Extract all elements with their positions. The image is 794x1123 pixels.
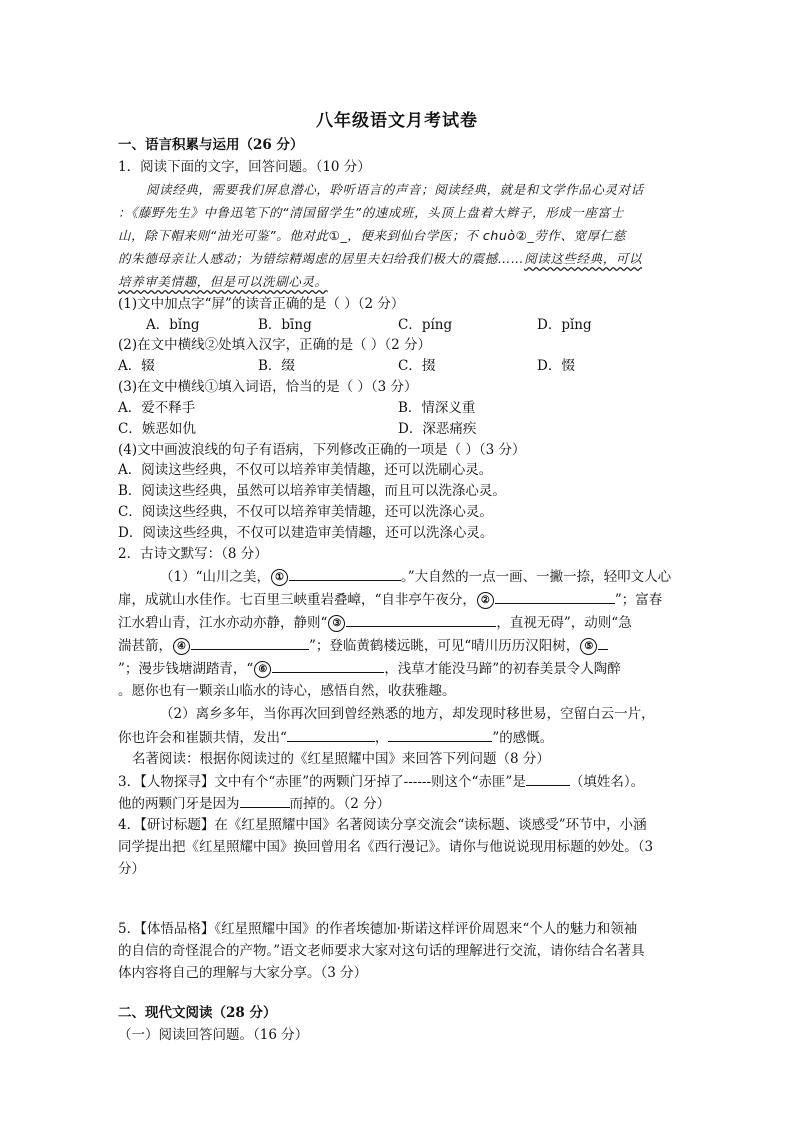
sub2-option-b[interactable]: B．缀: [258, 358, 295, 374]
poem-line-2-a: 扉，成就山水佳作。七百里三峡重岩叠嶂，“自非亭午夜分，: [118, 592, 476, 608]
poem-line-5-b: ，浅草才能没马蹄”的初春美景令人陶醉: [384, 661, 621, 677]
question-4-line-3: 分）: [118, 861, 145, 877]
sub-question-2: (2)在文中横线②处填入汉字，正确的是（ ）（2 分）: [118, 337, 432, 353]
question-5-line-2: 的自信的奇怪混合的产物。”语文老师要求大家对这句话的理解进行交流，请你结合名著具: [118, 943, 645, 959]
sub1-option-a[interactable]: A．bǐng: [146, 317, 200, 333]
sub1-option-c[interactable]: C．píng: [398, 317, 453, 333]
blank-number-3: ③: [328, 615, 345, 632]
poem-line-8: [118, 727, 553, 748]
question-3-line-2: [118, 793, 390, 814]
fill-blank-6[interactable]: [272, 658, 384, 673]
fill-blank-3[interactable]: [346, 612, 496, 627]
fill-blank-8[interactable]: [388, 727, 492, 742]
question-1-head: 1．阅读下面的文字，回答问题。（10 分）: [118, 159, 371, 175]
sub4-option-c[interactable]: C．阅读这些经典，不仅可以培养审美情趣，还可以洗涤心灵。: [118, 504, 493, 520]
passage-line-4: [118, 249, 642, 269]
passage-line-1: 阅读经典，需要我们屏息潜心，聆听语言的声音；阅读经典，就是和文学作品心灵对话: [146, 182, 644, 197]
sub-question-3: (3)在文中横线①填入词语，恰当的是（ ）（3 分）: [118, 379, 418, 395]
poem-line-8-a: 你也许会和崔颢共情，发出“: [118, 730, 287, 746]
poem-line-6: 。愿你也有一颗亲山临水的诗心，感悟自然，收获雅趣。: [118, 683, 456, 699]
exam-title: 八年级语文月考试卷: [316, 111, 478, 131]
fill-blank-name[interactable]: [526, 771, 570, 786]
question-5-line-3: 体内容将自己的理解与大家分享。（3 分）: [118, 965, 368, 981]
sub-question-4: (4)文中画波浪线的句子有语病，下列修改正确的一项是（ ）（3 分）: [118, 442, 526, 458]
sub4-option-b[interactable]: B．阅读这些经典，虽然可以培养审美情趣，而且可以洗涤心灵。: [118, 483, 506, 499]
sub4-option-d[interactable]: D．阅读这些经典，不仅可以建造审美情趣，还可以洗涤心灵。: [118, 525, 494, 541]
sub2-option-a[interactable]: A．辍: [118, 358, 155, 374]
poem-line-1-a: （1）“山川之美，: [160, 569, 270, 585]
question-3-text-a: 3．【人物探寻】文中有个“赤匪”的两颗门牙掉了------则这个“赤匪”是: [118, 774, 526, 790]
blank-number-5: ⑤: [580, 638, 597, 655]
sub3-option-c[interactable]: C．嫉恶如仇: [118, 421, 196, 437]
fill-blank-1[interactable]: [289, 566, 401, 581]
poem-line-1: [160, 566, 671, 587]
fill-blank-5[interactable]: [598, 635, 608, 650]
passage-line-4-text: 的朱德母亲让人感动；为错综精竭虑的居里夫妇给我们极大的震撼……: [118, 251, 525, 266]
poem-line-3-b: ，直视无碍”，动则“急: [496, 615, 632, 631]
question-3-text-b: （填姓名）。: [569, 774, 645, 790]
passage-line-5: [118, 272, 328, 292]
poem-line-1-b: 。”大自然的一点一画、一撇一捺，轻叩文人心: [401, 569, 672, 585]
passage-line-3: 山，除下帽来则“油光可鉴”。他对此①_，便来到仙台学医；不 chuò②_劳作、宽厚仁慈: [118, 228, 627, 243]
poem-line-4-b: ”；登临黄鹤楼远眺，可见“晴川历历汉阳树，: [309, 638, 580, 654]
poem-line-4: [118, 635, 608, 656]
section-2-subheading: （一）阅读回答问题。（16 分）: [118, 1027, 309, 1043]
blank-number-2: ②: [477, 592, 494, 609]
section-heading-2: 二、现代文阅读（28 分）: [118, 1005, 277, 1021]
question-5-line-1: 5．【体悟品格】《红星照耀中国》的作者埃德加·斯诺这样评价周恩来“个人的魅力和领袖: [118, 921, 638, 937]
sub1-option-b[interactable]: B．bīng: [258, 317, 312, 333]
poem-line-3-a: 江水碧山青，江水亦动亦静，静则“: [118, 615, 328, 631]
sub4-option-a[interactable]: A．阅读这些经典，不仅可以培养审美情趣，还可以洗刷心灵。: [118, 462, 493, 478]
poem-line-2: [118, 589, 662, 610]
poem-line-5-a: ”；漫步钱塘湖踏青，“: [118, 661, 254, 677]
question-3-text-d: 而掉的。（2 分）: [289, 796, 391, 812]
fill-blank-2[interactable]: [495, 589, 615, 604]
question-3-line-1: [118, 771, 644, 792]
passage-line-2: ：《藤野先生》中鲁迅笔下的“清国留学生”的速成班，头顶上盘着大辫子，形成一座富士: [118, 205, 624, 220]
poem-line-4-a: 湍甚箭，: [118, 638, 172, 654]
question-3-text-c: 他的两颗门牙是因为: [118, 796, 240, 812]
wavy-sentence-part1: 阅读这些经典，可以: [524, 251, 643, 266]
blank-number-4: ④: [173, 638, 190, 655]
sub3-option-a[interactable]: A．爱不释手: [118, 400, 196, 416]
poem-line-7: （2）离乡多年，当你再次回到曾经熟悉的地方，却发现时移世易，空留白云一片，: [160, 706, 655, 722]
wavy-sentence-part2: 培养审美情趣，但是可以洗刷心灵。: [118, 274, 328, 289]
poem-line-8-b: ，: [374, 730, 389, 746]
blank-number-6: ⑥: [254, 661, 271, 678]
fill-blank-4[interactable]: [191, 635, 309, 650]
sub3-option-b[interactable]: B．情深义重: [398, 400, 476, 416]
section-heading-1: 一、语言积累与运用（26 分）: [118, 137, 304, 153]
blank-number-1: ①: [271, 569, 288, 586]
poem-line-8-c: ”的感慨。: [492, 730, 554, 746]
sub-question-1: (1)文中加点字“屏”的读音正确的是（ ）（2 分）: [118, 296, 405, 312]
sub2-option-c[interactable]: C．掇: [398, 358, 436, 374]
sub1-option-d[interactable]: D．pǐng: [537, 317, 592, 333]
fill-blank-reason[interactable]: [240, 793, 290, 808]
poem-line-3: [118, 612, 632, 633]
sub3-option-d[interactable]: D．深恶痛疾: [398, 421, 477, 437]
poem-line-2-b: ”；富春: [614, 592, 663, 608]
fill-blank-7[interactable]: [287, 727, 375, 742]
poem-line-5: [118, 658, 621, 679]
sub2-option-d[interactable]: D．惙: [537, 358, 575, 374]
book-reading-heading: 名著阅读：根据你阅读过的《红星照耀中国》来回答下列问题（8 分）: [132, 751, 550, 767]
question-4-line-2: 同学提出把《红星照耀中国》换回曾用名《西行漫记》。请你与他说说现用标题的妙处。（3: [118, 839, 654, 855]
question-2-head: 2．古诗文默写：（8 分）: [118, 546, 268, 562]
question-4-line-1: 4．【研讨标题】在《红星照耀中国》名著阅读分享交流会“读标题、谈感受”环节中，小涵: [118, 817, 647, 833]
